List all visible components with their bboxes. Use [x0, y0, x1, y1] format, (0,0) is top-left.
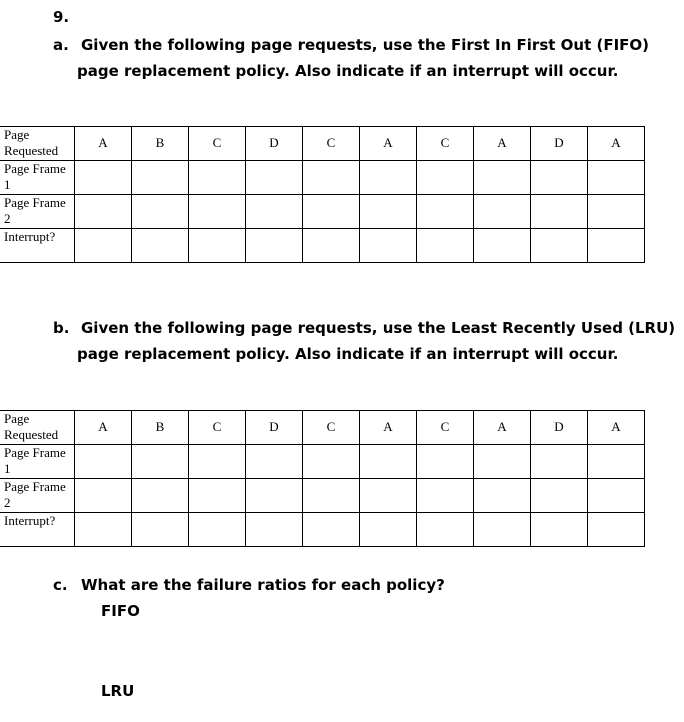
page-request-cell: A: [75, 411, 132, 445]
part-c-question: What are the failure ratios for each policy?: [81, 576, 445, 594]
page-request-cell: C: [189, 411, 246, 445]
page-request-cell: A: [474, 411, 531, 445]
answer-cell[interactable]: [303, 195, 360, 229]
page-request-cell: D: [531, 127, 588, 161]
answer-cell[interactable]: [189, 513, 246, 547]
row-label: Page Frame 2: [0, 479, 75, 513]
page-request-cell: C: [189, 127, 246, 161]
answer-cell[interactable]: [75, 479, 132, 513]
answer-cell[interactable]: [303, 161, 360, 195]
answer-cell[interactable]: [189, 445, 246, 479]
answer-cell[interactable]: [588, 161, 645, 195]
row-label: Interrupt?: [0, 513, 75, 547]
page-request-cell: D: [246, 127, 303, 161]
answer-cell[interactable]: [246, 229, 303, 263]
answer-cell[interactable]: [303, 479, 360, 513]
table-row: [0, 411, 645, 445]
answer-cell[interactable]: [417, 161, 474, 195]
answer-cell[interactable]: [132, 195, 189, 229]
answer-cell[interactable]: [75, 161, 132, 195]
part-a-line1: Given the following page requests, use the First In First Out (FIFO): [81, 36, 650, 54]
answer-cell[interactable]: [531, 513, 588, 547]
page-request-cell: D: [246, 411, 303, 445]
lru-table: [0, 410, 645, 547]
fifo-table: [0, 126, 645, 263]
part-b-line2: page replacement policy. Also indicate if an interrupt will occur.: [77, 345, 619, 363]
answer-cell[interactable]: [531, 445, 588, 479]
answer-cell[interactable]: [189, 161, 246, 195]
table-row: [0, 229, 645, 263]
table-row: [0, 513, 645, 547]
page-request-cell: A: [360, 127, 417, 161]
answer-cell[interactable]: [531, 479, 588, 513]
table-row: [0, 161, 645, 195]
answer-cell[interactable]: [531, 229, 588, 263]
part-b-prompt: [53, 315, 675, 367]
answer-cell[interactable]: [189, 229, 246, 263]
answer-cell[interactable]: [75, 195, 132, 229]
answer-cell[interactable]: [360, 195, 417, 229]
answer-cell[interactable]: [360, 479, 417, 513]
page-request-cell: A: [474, 127, 531, 161]
answer-cell[interactable]: [132, 229, 189, 263]
table-row: [0, 127, 645, 161]
answer-cell[interactable]: [75, 229, 132, 263]
answer-cell[interactable]: [417, 445, 474, 479]
page-request-cell: C: [303, 127, 360, 161]
page-request-cell: A: [75, 127, 132, 161]
fifo-answer-label: FIFO: [101, 602, 140, 620]
answer-cell[interactable]: [75, 513, 132, 547]
answer-cell[interactable]: [474, 445, 531, 479]
part-b-letter: b.: [53, 319, 70, 337]
page-request-cell: A: [588, 411, 645, 445]
answer-cell[interactable]: [246, 445, 303, 479]
answer-cell[interactable]: [360, 161, 417, 195]
answer-cell[interactable]: [132, 161, 189, 195]
row-label: Page Frame 1: [0, 445, 75, 479]
answer-cell[interactable]: [132, 479, 189, 513]
answer-cell[interactable]: [588, 229, 645, 263]
answer-cell[interactable]: [417, 229, 474, 263]
answer-cell[interactable]: [588, 513, 645, 547]
answer-cell[interactable]: [246, 479, 303, 513]
answer-cell[interactable]: [474, 161, 531, 195]
answer-cell[interactable]: [360, 445, 417, 479]
answer-cell[interactable]: [246, 161, 303, 195]
answer-cell[interactable]: [474, 479, 531, 513]
part-c-prompt: [53, 572, 445, 598]
page-request-cell: B: [132, 411, 189, 445]
page-request-cell: D: [531, 411, 588, 445]
answer-cell[interactable]: [588, 479, 645, 513]
answer-cell[interactable]: [246, 513, 303, 547]
answer-cell[interactable]: [588, 195, 645, 229]
row-label: Interrupt?: [0, 229, 75, 263]
lru-answer-label: LRU: [101, 682, 135, 700]
answer-cell[interactable]: [303, 229, 360, 263]
page-request-cell: C: [417, 127, 474, 161]
part-c-letter: c.: [53, 576, 68, 594]
page-request-cell: C: [417, 411, 474, 445]
answer-cell[interactable]: [132, 513, 189, 547]
table-row: [0, 479, 645, 513]
answer-cell[interactable]: [474, 195, 531, 229]
answer-cell[interactable]: [417, 513, 474, 547]
page-request-cell: C: [303, 411, 360, 445]
page-request-cell: B: [132, 127, 189, 161]
answer-cell[interactable]: [132, 445, 189, 479]
row-label: Page Frame 1: [0, 161, 75, 195]
answer-cell[interactable]: [246, 195, 303, 229]
table-row: [0, 195, 645, 229]
part-b-line1: Given the following page requests, use the Least Recently Used (LRU): [81, 319, 676, 337]
part-a-letter: a.: [53, 36, 69, 54]
part-a-prompt: [53, 32, 649, 84]
table-row: [0, 445, 645, 479]
answer-cell[interactable]: [531, 161, 588, 195]
row-label: Page Requested: [0, 127, 75, 161]
answer-cell[interactable]: [531, 195, 588, 229]
answer-cell[interactable]: [417, 479, 474, 513]
answer-cell[interactable]: [360, 229, 417, 263]
answer-cell[interactable]: [303, 445, 360, 479]
answer-cell[interactable]: [189, 195, 246, 229]
answer-cell[interactable]: [588, 445, 645, 479]
answer-cell[interactable]: [360, 513, 417, 547]
answer-cell[interactable]: [303, 513, 360, 547]
answer-cell[interactable]: [417, 195, 474, 229]
answer-cell[interactable]: [75, 445, 132, 479]
page-request-cell: A: [360, 411, 417, 445]
question-number: 9.: [53, 8, 70, 26]
answer-cell[interactable]: [474, 513, 531, 547]
row-label: Page Requested: [0, 411, 75, 445]
row-label: Page Frame 2: [0, 195, 75, 229]
answer-cell[interactable]: [189, 479, 246, 513]
page-request-cell: A: [588, 127, 645, 161]
answer-cell[interactable]: [474, 229, 531, 263]
part-a-line2: page replacement policy. Also indicate if an interrupt will occur.: [77, 62, 619, 80]
